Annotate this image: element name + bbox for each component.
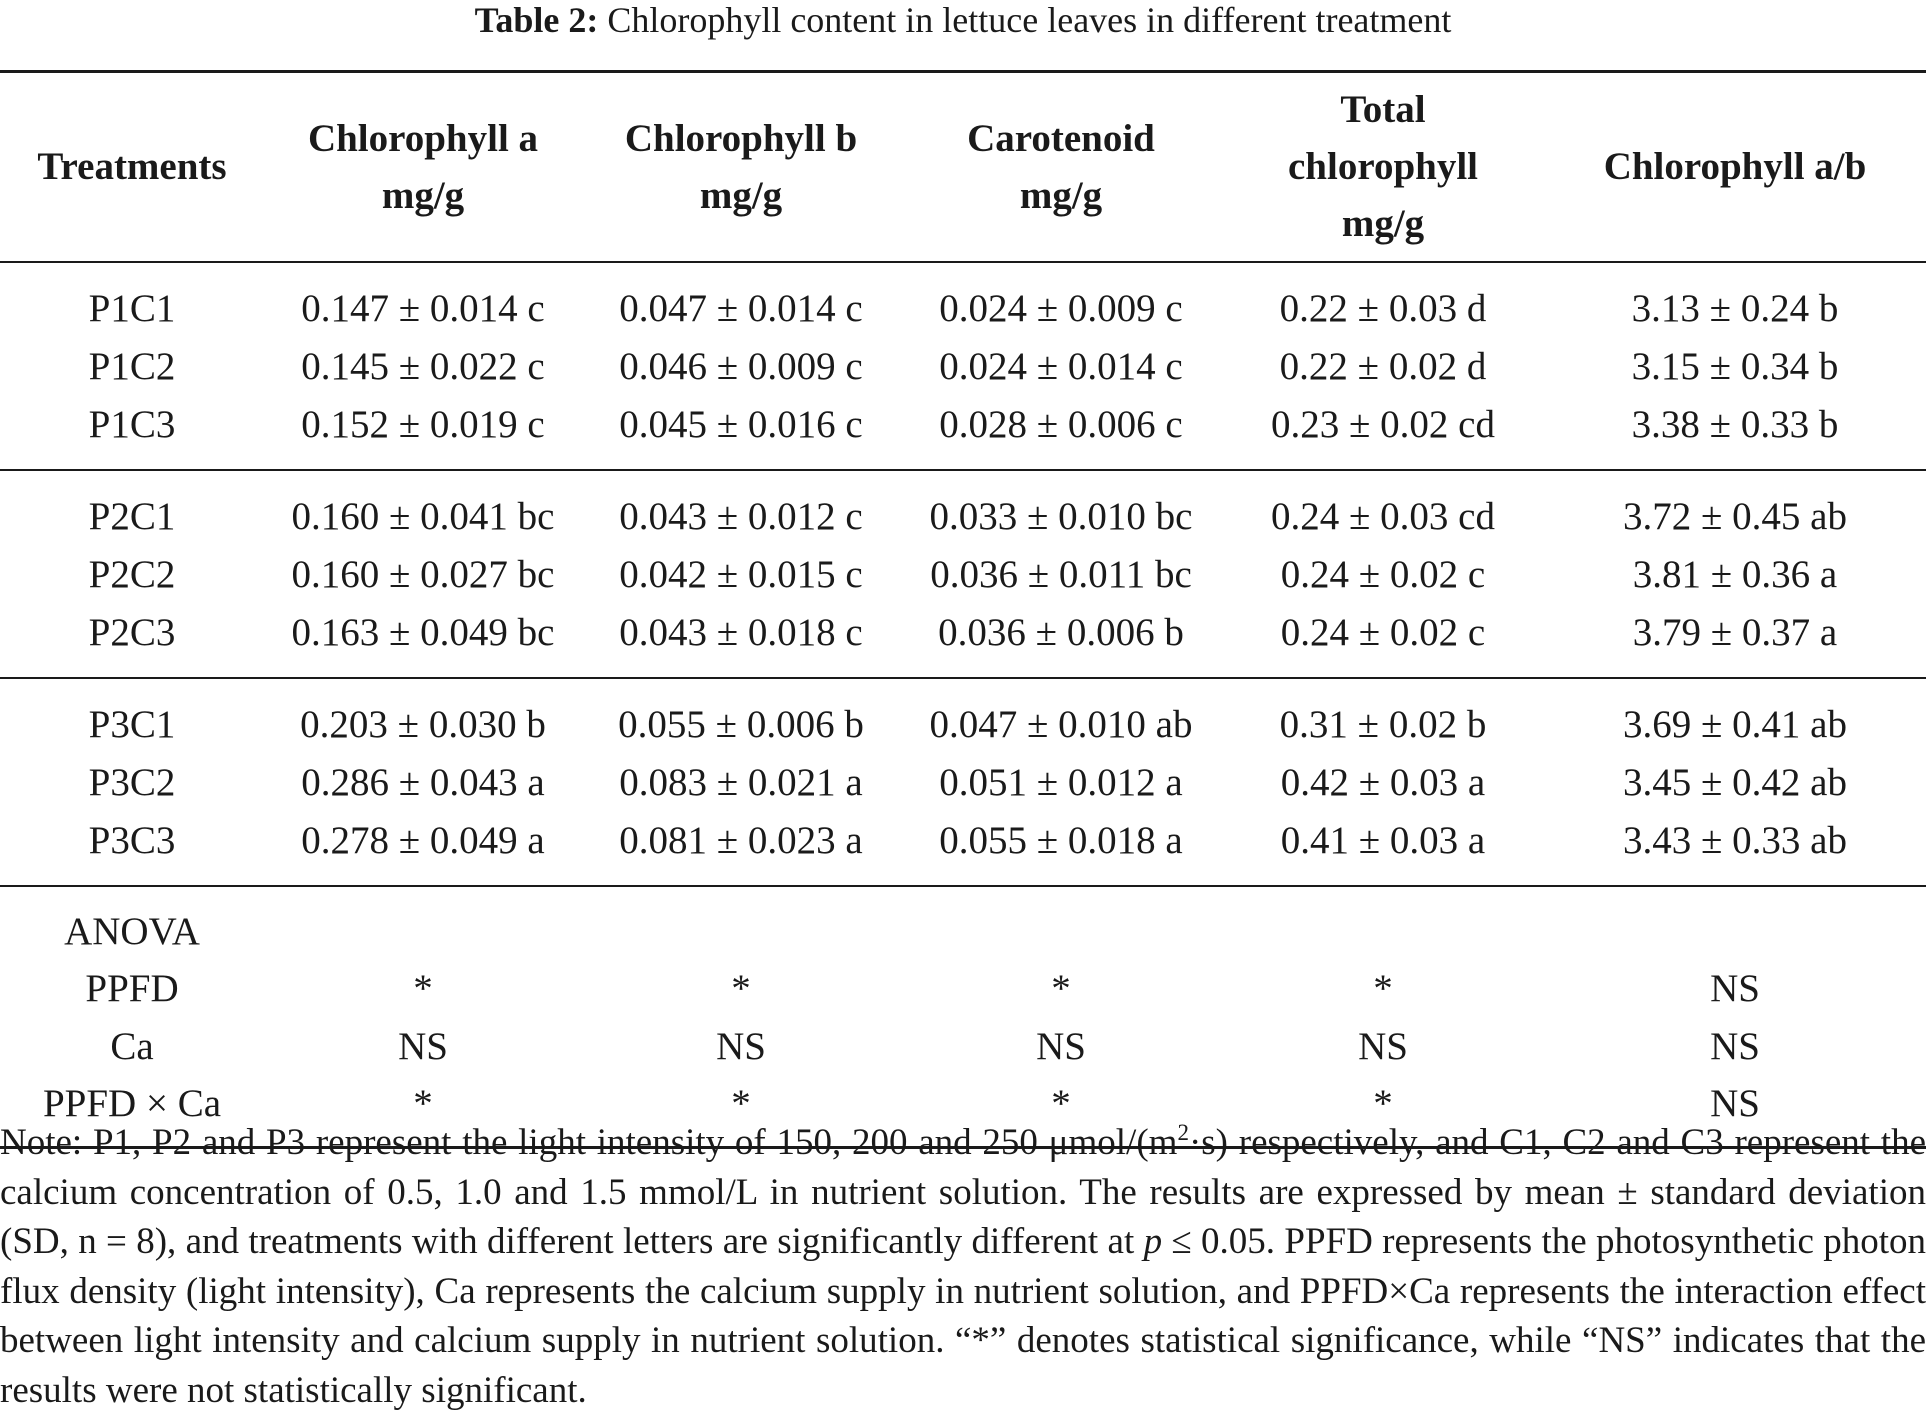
header-chlorophyll-ratio xyxy=(1544,72,1926,262)
header-ratio-label: Chlorophyll a/b xyxy=(1603,145,1867,189)
cell-ratio: 3.81 ± 0.36 a xyxy=(1632,553,1838,596)
note-text-3: ≤ 0.05. PPFD represents the photosynthetic photon flux density (light intensity), Ca represents the calcium supply in nutrient solution, and PPFD×Ca represents the interaction effect between light intensity and calcium supply in nutrient solution. “*” denotes statistical significance, while “NS” indicates that the results were not statistically significant. xyxy=(0,1221,1926,1411)
header-chlorophyll-b-label: Chlorophyll b xyxy=(624,116,858,160)
cell-chlorophyll-b: 0.081 ± 0.023 a xyxy=(619,818,863,862)
cell-chlorophyll-b: 0.055 ± 0.006 b xyxy=(618,702,864,746)
anova-ratio: NS xyxy=(1710,1082,1760,1126)
chlorophyll-table xyxy=(0,70,1926,1149)
anova-ratio: NS xyxy=(1710,967,1760,1010)
table-row xyxy=(0,262,1926,338)
anova-title: ANOVA xyxy=(64,909,200,953)
cell-ratio: 3.69 ± 0.41 ab xyxy=(1623,702,1847,746)
anova-factor: PPFD xyxy=(85,967,179,1010)
cell-total: 0.22 ± 0.03 d xyxy=(1279,286,1487,330)
table-row xyxy=(0,812,1926,886)
anova-carotenoid: NS xyxy=(1036,1025,1086,1068)
cell-carotenoid: 0.047 ± 0.010 ab xyxy=(929,702,1193,746)
header-treatments-label: Treatments xyxy=(37,145,227,189)
anova-chlorophyll-a: * xyxy=(413,967,433,1010)
note-superscript: 2 xyxy=(1177,1120,1189,1145)
header-chlorophyll-a xyxy=(264,72,582,262)
anova-chlorophyll-a: * xyxy=(413,1082,433,1126)
cell-total: 0.24 ± 0.02 c xyxy=(1280,610,1486,654)
cell-treatment: P2C2 xyxy=(88,553,176,596)
anova-chlorophyll-a: NS xyxy=(398,1025,448,1068)
cell-carotenoid: 0.033 ± 0.010 bc xyxy=(929,494,1193,538)
cell-ratio: 3.45 ± 0.42 ab xyxy=(1623,761,1847,804)
anova-total: * xyxy=(1373,1082,1393,1126)
header-total-label-2: chlorophyll xyxy=(1288,145,1478,189)
group-p3 xyxy=(0,678,1926,886)
anova-total: * xyxy=(1373,967,1393,1010)
anova-chlorophyll-b: * xyxy=(731,1082,751,1126)
cell-total: 0.31 ± 0.02 b xyxy=(1279,702,1487,746)
table-row xyxy=(0,678,1926,754)
anova-row xyxy=(0,960,1926,1018)
anova-carotenoid: * xyxy=(1051,967,1071,1010)
group-p1 xyxy=(0,262,1926,470)
cell-treatment: P2C1 xyxy=(88,494,176,538)
table-note xyxy=(0,1118,1926,1415)
cell-treatment: P1C1 xyxy=(88,286,176,330)
cell-chlorophyll-b: 0.043 ± 0.018 c xyxy=(619,610,863,654)
header-chlorophyll-b xyxy=(582,72,900,262)
cell-carotenoid: 0.055 ± 0.018 a xyxy=(939,818,1183,862)
cell-ratio: 3.38 ± 0.33 b xyxy=(1631,402,1839,446)
caption-text: Chlorophyll content in lettuce leaves in different treatment xyxy=(598,0,1452,40)
anova-row xyxy=(0,1018,1926,1076)
cell-ratio: 3.72 ± 0.45 ab xyxy=(1623,494,1847,538)
cell-treatment: P1C3 xyxy=(88,402,176,446)
table-row xyxy=(0,470,1926,546)
header-carotenoid-unit: mg/g xyxy=(1019,173,1103,217)
note-text-1: Note: P1, P2 and P3 represent the light intensity of 150, 200 and 250 μmol/(m xyxy=(0,1122,1178,1163)
anova-carotenoid: * xyxy=(1051,1082,1071,1126)
cell-chlorophyll-a: 0.160 ± 0.041 bc xyxy=(291,494,555,538)
cell-chlorophyll-a: 0.145 ± 0.022 c xyxy=(301,345,545,388)
cell-chlorophyll-a: 0.203 ± 0.030 b xyxy=(300,702,546,746)
cell-total: 0.41 ± 0.03 a xyxy=(1280,818,1486,862)
cell-carotenoid: 0.036 ± 0.006 b xyxy=(938,610,1184,654)
anova-chlorophyll-b: * xyxy=(731,967,751,1010)
table-row xyxy=(0,396,1926,470)
anova-title-row xyxy=(0,886,1926,960)
cell-chlorophyll-b: 0.046 ± 0.009 c xyxy=(619,345,863,388)
caption-label: Table 2: xyxy=(474,0,599,40)
cell-carotenoid: 0.051 ± 0.012 a xyxy=(939,761,1183,804)
header-chlorophyll-b-unit: mg/g xyxy=(699,173,783,217)
group-p2 xyxy=(0,470,1926,678)
header-carotenoid-label: Carotenoid xyxy=(967,116,1155,160)
cell-total: 0.24 ± 0.02 c xyxy=(1280,553,1486,596)
cell-carotenoid: 0.028 ± 0.006 c xyxy=(939,402,1183,446)
cell-total: 0.23 ± 0.02 cd xyxy=(1271,402,1495,446)
cell-ratio: 3.15 ± 0.34 b xyxy=(1631,345,1839,388)
header-row xyxy=(0,72,1926,262)
cell-treatment: P3C2 xyxy=(88,761,176,804)
header-total-label: Total xyxy=(1340,88,1426,132)
cell-treatment: P2C3 xyxy=(88,610,176,654)
anova-ratio: NS xyxy=(1710,1025,1760,1068)
cell-treatment: P3C1 xyxy=(88,702,176,746)
cell-ratio: 3.43 ± 0.33 ab xyxy=(1623,818,1847,862)
cell-carotenoid: 0.024 ± 0.014 c xyxy=(939,345,1183,388)
anova-total: NS xyxy=(1358,1025,1408,1068)
cell-total: 0.22 ± 0.02 d xyxy=(1279,345,1487,388)
cell-carotenoid: 0.036 ± 0.011 bc xyxy=(930,553,1192,596)
header-total-chlorophyll xyxy=(1222,72,1544,262)
cell-ratio: 3.79 ± 0.37 a xyxy=(1632,610,1838,654)
anova-factor: PPFD × Ca xyxy=(42,1082,222,1126)
cell-treatment: P1C2 xyxy=(88,345,176,388)
cell-chlorophyll-b: 0.042 ± 0.015 c xyxy=(619,553,863,596)
table-caption xyxy=(0,0,1926,40)
table-row xyxy=(0,338,1926,396)
cell-chlorophyll-a: 0.278 ± 0.049 a xyxy=(301,818,545,862)
header-chlorophyll-a-unit: mg/g xyxy=(381,173,465,217)
cell-total: 0.42 ± 0.03 a xyxy=(1280,761,1486,804)
cell-treatment: P3C3 xyxy=(88,818,176,862)
anova-section xyxy=(0,886,1926,1148)
cell-chlorophyll-b: 0.045 ± 0.016 c xyxy=(619,402,863,446)
header-carotenoid xyxy=(900,72,1222,262)
cell-chlorophyll-a: 0.163 ± 0.049 bc xyxy=(291,610,555,654)
table-row xyxy=(0,754,1926,812)
cell-total: 0.24 ± 0.03 cd xyxy=(1271,494,1495,538)
cell-chlorophyll-a: 0.147 ± 0.014 c xyxy=(301,286,545,330)
cell-chlorophyll-a: 0.160 ± 0.027 bc xyxy=(291,553,555,596)
cell-chlorophyll-a: 0.152 ± 0.019 c xyxy=(301,402,545,446)
table-row xyxy=(0,546,1926,604)
anova-factor: Ca xyxy=(110,1025,154,1068)
anova-chlorophyll-b: NS xyxy=(716,1025,766,1068)
header-treatments xyxy=(0,72,264,262)
cell-ratio: 3.13 ± 0.24 b xyxy=(1631,286,1839,330)
table-header xyxy=(0,72,1926,262)
cell-chlorophyll-b: 0.047 ± 0.014 c xyxy=(619,286,863,330)
cell-chlorophyll-b: 0.043 ± 0.012 c xyxy=(619,494,863,538)
cell-carotenoid: 0.024 ± 0.009 c xyxy=(939,286,1183,330)
note-text-2: ·s) respectively, and C1, C2 and C3 represent the calcium concentration of 0.5, 1.0 and 1.5 mmol/L in nutrient solution. The results are expressed by mean ± standard deviation (SD, n = 8), and treatments with different letters are significantly different at xyxy=(0,1122,1926,1262)
cell-chlorophyll-b: 0.083 ± 0.021 a xyxy=(619,761,863,804)
note-p-symbol: p xyxy=(1143,1221,1163,1262)
header-chlorophyll-a-label: Chlorophyll a xyxy=(307,116,539,160)
header-total-unit: mg/g xyxy=(1341,202,1425,246)
cell-chlorophyll-a: 0.286 ± 0.043 a xyxy=(301,761,545,804)
table-row xyxy=(0,604,1926,678)
